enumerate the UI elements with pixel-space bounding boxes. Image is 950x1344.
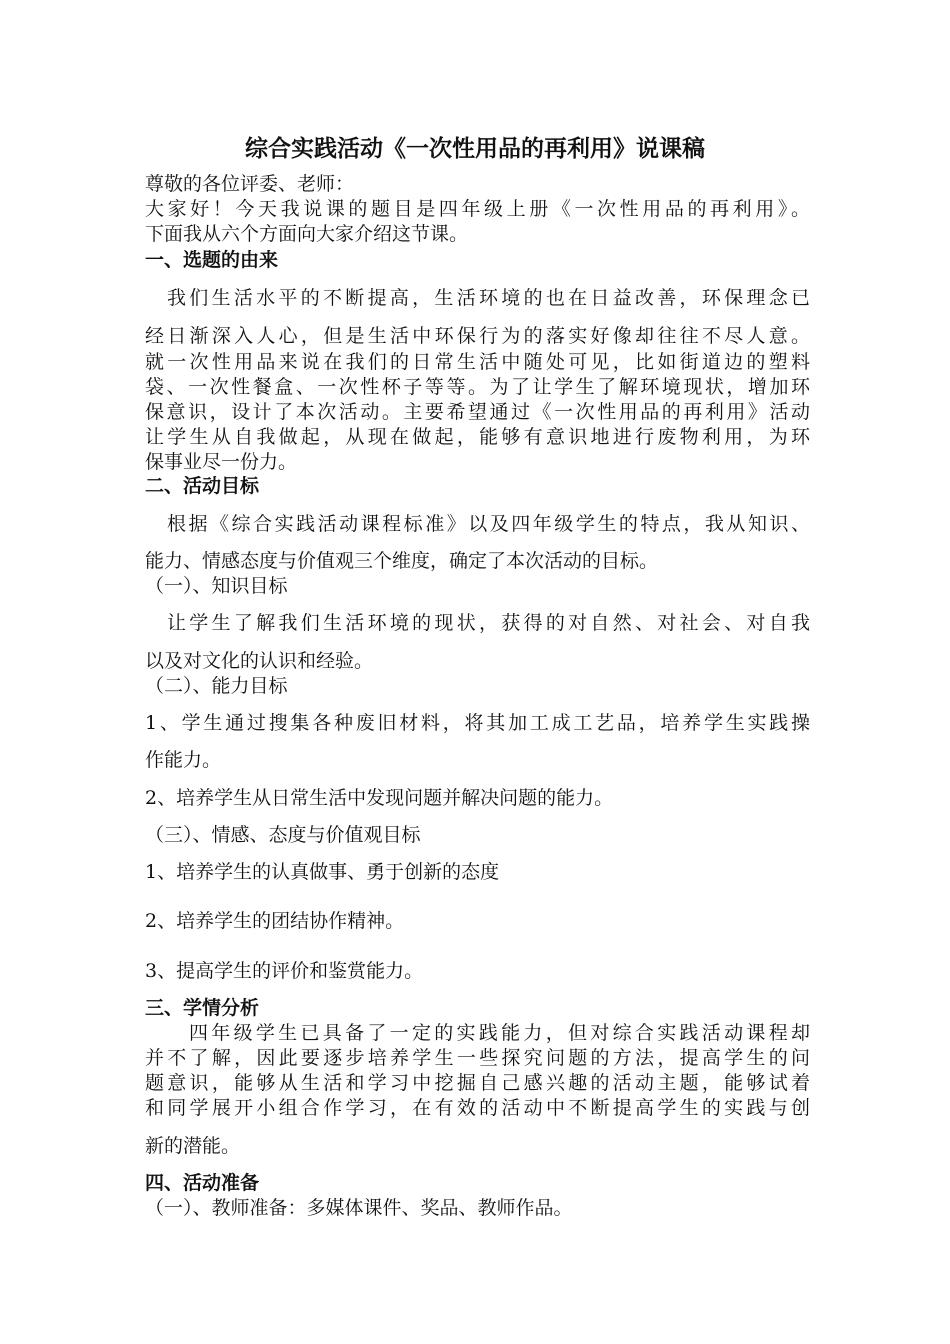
- paragraph-line: 我们生活水平的不断提高，生活环境的也在日益改善，环保理念已: [167, 287, 810, 309]
- paragraph-line: 保意识，设计了本次活动。主要希望通过《一次性用品的再利用》活动: [145, 401, 810, 423]
- list-item: 1、培养学生的认真做事、勇于创新的态度: [145, 861, 500, 883]
- subsection-heading: （二）、能力目标: [145, 675, 288, 697]
- section-heading: 三、学情分析: [145, 997, 260, 1019]
- section-heading: 四、活动准备: [145, 1172, 260, 1194]
- subsection-heading: （三）、情感、态度与价值观目标: [145, 824, 421, 846]
- paragraph-line: 题意识，能够从生活和学习中挖掘自己感兴趣的活动主题，能够试着: [145, 1072, 810, 1094]
- paragraph-line: 并不了解，因此要逐步培养学生一些探究问题的方法，提高学生的问: [145, 1047, 810, 1069]
- paragraph-line: 经日渐深入人心，但是生活中环保行为的落实好像却往往不尽人意。: [145, 325, 810, 347]
- section-heading: 二、活动目标: [145, 475, 260, 497]
- paragraph-line: 袋、一次性餐盒、一次性杯子等等。为了让学生了解环境现状，增加环: [145, 376, 810, 398]
- paragraph-line: 保事业尽一份力。: [145, 451, 298, 473]
- list-item: 1、学生通过搜集各种废旧材料，将其加工成工艺品，培养学生实践操: [145, 712, 810, 734]
- paragraph-line: （一）、教师准备：多媒体课件、奖品、教师作品。: [145, 1197, 573, 1219]
- list-item: 作能力。: [145, 749, 222, 771]
- paragraph-line: 让学生从自我做起，从现在做起，能够有意识地进行废物利用，为环: [145, 426, 810, 448]
- paragraph-line: 让学生了解我们生活环境的现状，获得的对自然、对社会、对自我: [167, 612, 810, 634]
- paragraph-line: 四年级学生已具备了一定的实践能力，但对综合实践活动课程却: [189, 1022, 810, 1044]
- paragraph-line: 根据《综合实践活动课程标准》以及四年级学生的特点，我从知识、: [167, 513, 810, 535]
- list-item: 3、提高学生的评价和鉴赏能力。: [145, 960, 424, 982]
- paragraph-line: 就一次性用品来说在我们的日常生活中随处可见，比如街道边的塑料: [145, 351, 810, 373]
- intro-line: 大家好！今天我说课的题目是四年级上册《一次性用品的再利用》。: [145, 198, 810, 220]
- document-title: 综合实践活动《一次性用品的再利用》说课稿: [245, 135, 705, 162]
- intro-line: 下面我从六个方面向大家介绍这节课。: [145, 223, 469, 245]
- greeting: 尊敬的各位评委、老师：: [145, 173, 355, 195]
- paragraph-line: 和同学展开小组合作学习，在有效的活动中不断提高学生的实践与创: [145, 1097, 810, 1119]
- paragraph-line: 以及对文化的认识和经验。: [145, 650, 374, 672]
- subsection-heading: （一）、知识目标: [145, 575, 288, 597]
- section-heading: 一、选题的由来: [145, 249, 279, 271]
- paragraph-line: 新的潜能。: [145, 1135, 241, 1157]
- paragraph-line: 能力、情感态度与价值观三个维度，确定了本次活动的目标。: [145, 550, 659, 572]
- list-item: 2、培养学生从日常生活中发现问题并解决问题的能力。: [145, 787, 614, 809]
- list-item: 2、培养学生的团结协作精神。: [145, 910, 405, 932]
